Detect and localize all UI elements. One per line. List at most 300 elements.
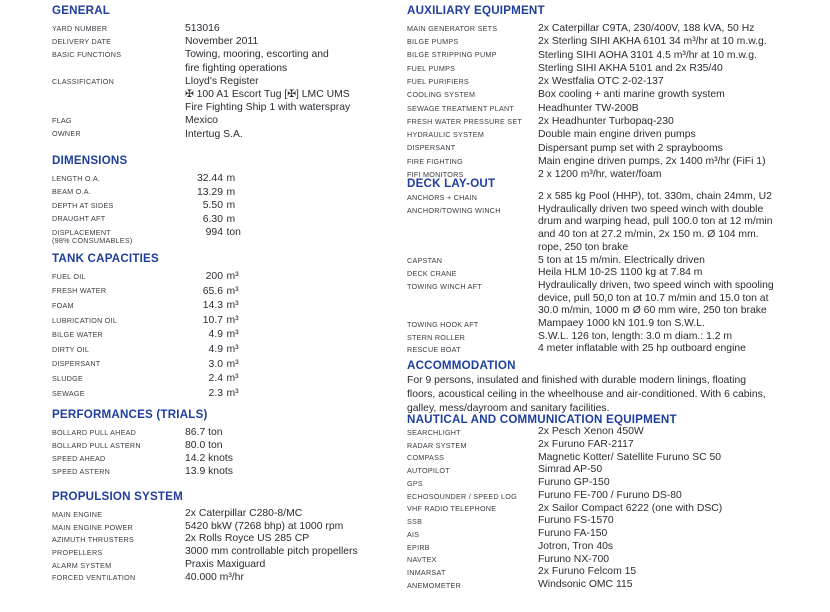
spec-value (538, 35, 767, 48)
spec-value-line: Furuno FS-1570 (538, 515, 614, 527)
spec-label-line: GPS (407, 478, 423, 488)
spec-row (407, 267, 830, 280)
spec-label (52, 521, 185, 532)
section-propulsion-system (52, 490, 404, 584)
section-general (52, 4, 404, 141)
column-left (52, 0, 404, 612)
spec-value-line: 2 x 585 kg Pool (HHP), tot. 330m, chain 24mm, U2 (538, 191, 772, 202)
spec-label-line: MAIN ENGINE POWER (52, 522, 133, 532)
spec-label-line: SPEED ASTERN (52, 466, 111, 476)
spec-label-line: OWNER (52, 129, 81, 139)
section-dimensions (52, 154, 404, 245)
spec-value-number: 994 (205, 227, 223, 238)
spec-row (407, 579, 830, 592)
spec-label-line: PROPELLERS (52, 547, 103, 557)
spec-value (538, 191, 772, 204)
spec-value (185, 439, 223, 452)
spec-value-line: Mexico (185, 115, 218, 127)
spec-value-line: Furuno GP-150 (538, 477, 610, 488)
spec-value-line: ✠ 100 A1 Escort Tug [✠] LMC UMS (185, 89, 350, 101)
spec-value (538, 464, 602, 477)
spec-value (185, 521, 343, 534)
spec-label (407, 439, 538, 450)
spec-row (52, 213, 404, 227)
spec-value-line: Sterling SIHI AKHA 5101 and 2x R35/40 (538, 62, 723, 74)
spec-row (52, 508, 404, 521)
spec-label-line: ANCHOR/TOWING WINCH (407, 205, 501, 215)
spec-label (52, 465, 185, 476)
spec-value (538, 541, 613, 554)
spec-value-line: 2x Furuno Felcom 15 (538, 566, 637, 578)
spec-label-line: SPEED AHEAD (52, 453, 106, 463)
spec-label (407, 515, 538, 526)
spec-label (407, 267, 538, 278)
spec-row (52, 128, 404, 141)
spec-label-line: DRAUGHT AFT (52, 214, 106, 224)
spec-value-line: fire fighting operations (185, 62, 288, 74)
spec-value-line: 14.2 knots (185, 453, 233, 464)
spec-value (185, 35, 258, 48)
spec-value-line: device, pull 50,0 ton at 10.7 m/min and 15.0 ton at (538, 292, 769, 304)
spec-value-line: Jotron, Tron 40s (538, 540, 614, 552)
spec-value-line: Heila HLM 10-2S 1100 kg at 7.84 m (538, 267, 703, 279)
spec-value-line: Intertug S.A. (185, 128, 243, 140)
spec-label-line: DISPERSANT (407, 143, 456, 153)
spec-row (407, 528, 830, 541)
spec-label-line: FLAG (52, 116, 72, 126)
spec-value-unit: m³ (226, 343, 239, 355)
spec-label (407, 102, 538, 113)
spec-row (407, 541, 830, 554)
spec-value (538, 477, 610, 490)
spec-label (52, 452, 185, 463)
spec-value (185, 270, 239, 285)
spec-value-unit: m (226, 186, 236, 198)
spec-value-line: 5420 bkW (7268 bhp) at 1000 rpm (185, 520, 344, 532)
section-title: ACCOMMODATION (407, 359, 516, 372)
spec-row (407, 142, 830, 155)
spec-value-line: Simrad AP-50 (538, 464, 603, 476)
spec-label (52, 426, 185, 437)
spec-label-line: HYDRAULIC SYSTEM (407, 130, 485, 140)
spec-label-line: FIRE FIGHTING (407, 156, 463, 166)
spec-row (52, 285, 404, 300)
spec-value (538, 566, 636, 579)
spec-value-line: 2x Furuno FAR-2117 (538, 438, 634, 450)
spec-label (407, 477, 538, 488)
spec-value-number: 65.6 (202, 285, 223, 297)
spec-value-unit: m³ (226, 314, 239, 326)
spec-label-line: FRESH WATER (52, 286, 107, 296)
spec-label (52, 387, 185, 398)
spec-label (407, 142, 538, 153)
spec-row (407, 515, 830, 528)
spec-value-line: Towing, mooring, escorting and (185, 49, 329, 61)
spec-value (538, 62, 723, 75)
spec-row (407, 49, 830, 62)
spec-value-line: 2x Caterpillar C280-8/MC (185, 508, 303, 519)
spec-label-line: ECHOSOUNDER / SPEED LOG (407, 491, 517, 501)
paragraph-line: floors, acoustical ceiling in the wheelhouse and air-conditioned. With 6 cabins, (407, 389, 766, 400)
section-nautical-and-communication-equipment (407, 413, 830, 592)
spec-value-number: 200 (205, 271, 223, 282)
section-deck-lay-out (407, 177, 830, 356)
spec-value (185, 426, 223, 439)
spec-label-line: DIRTY OIL (52, 344, 90, 354)
column-right (407, 0, 830, 612)
spec-value-line: 513016 (185, 23, 220, 34)
spec-value (538, 528, 607, 541)
spec-value (185, 508, 302, 521)
spec-label (407, 343, 538, 354)
spec-value-number: 3.0 (208, 358, 223, 370)
spec-row (52, 314, 404, 329)
spec-label (52, 114, 185, 125)
spec-label (52, 35, 185, 46)
spec-value-unit: m³ (226, 373, 239, 385)
spec-label (407, 579, 538, 590)
spec-row (407, 204, 830, 255)
spec-row (52, 270, 404, 285)
spec-value (538, 426, 644, 439)
spec-row (407, 35, 830, 48)
spec-row (407, 439, 830, 452)
spec-value-number: 4.9 (208, 329, 223, 341)
spec-label (52, 343, 185, 354)
spec-row (52, 114, 404, 127)
spec-label (52, 439, 185, 450)
spec-row (407, 75, 830, 88)
section-title: AUXILIARY EQUIPMENT (407, 4, 545, 17)
spec-value (538, 102, 639, 115)
spec-label-line: AZIMUTH THRUSTERS (52, 535, 134, 545)
spec-value-line: 30.0 m/min, 1000 m Ø 60 mm wire, 250 ton brake (538, 305, 767, 317)
spec-label-line: COMPASS (407, 453, 445, 463)
spec-label (407, 204, 538, 215)
spec-label (52, 314, 185, 325)
spec-label-line: MAIN GENERATOR SETS (407, 23, 498, 33)
spec-value (538, 75, 664, 88)
spec-value-line: Mampaey 1000 kN 101.9 ton S.W.L. (538, 318, 705, 330)
spec-row (407, 503, 830, 516)
spec-row (407, 22, 830, 35)
spec-label-line: TOWING HOOK AFT (407, 319, 479, 329)
spec-value (185, 343, 239, 358)
spec-value (538, 515, 614, 528)
spec-value (185, 75, 350, 115)
spec-value (185, 452, 233, 465)
spec-value (185, 172, 235, 186)
spec-label-line: NAVTEX (407, 555, 437, 565)
spec-label-line: FUEL PUMPS (407, 63, 456, 73)
spec-label (407, 554, 538, 565)
spec-label-line: FUEL OIL (52, 271, 86, 281)
spec-label-line: BOLLARD PULL AHEAD (52, 427, 137, 437)
spec-label-line: FORCED VENTILATION (52, 573, 136, 583)
spec-value-line: November 2011 (185, 36, 259, 48)
spec-value-line: 80.0 ton (185, 440, 223, 451)
spec-label-line: DISPLACEMENT (52, 227, 111, 237)
spec-row (407, 426, 830, 439)
spec-value-unit: m (226, 213, 236, 225)
spec-value-line: Main engine driven pumps, 2x 1400 m³/hr (FiFi 1) (538, 155, 766, 167)
spec-value (538, 554, 609, 567)
spec-label-line: RESCUE BOAT (407, 345, 461, 355)
spec-label-line: FUEL PURIFIERS (407, 76, 469, 86)
section-performances-trials (52, 408, 404, 478)
spec-value (538, 128, 696, 141)
spec-value-number: 32.44 (196, 173, 223, 184)
spec-value (538, 343, 746, 356)
spec-row (52, 328, 404, 343)
spec-row (52, 546, 404, 559)
spec-value-line: 2x Sailor Compact 6222 (one with DSC) (538, 502, 723, 514)
spec-value (538, 155, 766, 168)
spec-label (407, 155, 538, 166)
spec-value (538, 503, 722, 516)
spec-value-number: 5.50 (202, 200, 223, 211)
spec-value-line: Furuno FE-700 / Furuno DS-80 (538, 489, 682, 501)
spec-label (407, 255, 538, 266)
section-paragraph (407, 374, 830, 416)
spec-value (185, 387, 239, 402)
spec-value-number: 14.3 (202, 300, 223, 312)
spec-value-line: Lloyd's Register (185, 75, 259, 87)
spec-label (407, 128, 538, 139)
spec-value (185, 299, 239, 314)
spec-value-line: 5 ton at 15 m/min. Electrically driven (538, 254, 705, 266)
spec-label-line: FOAM (52, 300, 74, 310)
spec-row (52, 533, 404, 546)
spec-label-line: CLASSIFICATION (52, 76, 115, 86)
spec-value (538, 115, 674, 128)
spec-value (538, 490, 682, 503)
spec-label (52, 199, 185, 210)
paragraph-line: galley, mess/dayroom and sanitary facilities. (407, 403, 610, 414)
spec-value-unit: m³ (226, 387, 239, 399)
spec-label-line: BILGE PUMPS (407, 37, 459, 47)
spec-value-number: 4.9 (208, 343, 223, 355)
spec-row (52, 559, 404, 572)
spec-label-line: FRESH WATER PRESSURE SET (407, 116, 523, 126)
spec-label-line: BOLLARD PULL ASTERN (52, 440, 141, 450)
section-tank-capacities (52, 252, 404, 401)
spec-label (52, 75, 185, 86)
spec-label (52, 48, 185, 59)
section-title: NAUTICAL AND COMMUNICATION EQUIPMENT (407, 413, 677, 426)
spec-label (52, 186, 185, 197)
spec-label (407, 49, 538, 60)
spec-row (407, 566, 830, 579)
spec-value-line: S.W.L. 126 ton, length: 3.0 m diam.: 1.2 m (538, 330, 733, 342)
spec-row (407, 477, 830, 490)
spec-value-unit: m³ (226, 285, 239, 297)
section-title: GENERAL (52, 4, 111, 17)
spec-row (52, 343, 404, 358)
spec-value-number: 6.30 (202, 213, 223, 225)
spec-row (52, 452, 404, 465)
spec-label-line: SEWAGE TREATMENT PLANT (407, 103, 515, 113)
spec-value (185, 186, 235, 200)
spec-row (52, 226, 404, 245)
spec-value (538, 49, 757, 62)
spec-value-unit: m (226, 173, 236, 184)
spec-value-line: 2x Rolls Royce US 285 CP (185, 533, 310, 545)
spec-row (407, 331, 830, 344)
spec-row (52, 521, 404, 534)
section-title: DIMENSIONS (52, 154, 128, 167)
spec-value-line: Windsonic OMC 115 (538, 579, 633, 590)
spec-value (538, 439, 634, 452)
spec-label (52, 213, 185, 224)
spec-label (52, 572, 185, 583)
spec-value (185, 285, 239, 300)
spec-label (52, 299, 185, 310)
spec-value (538, 88, 725, 101)
spec-value (185, 128, 243, 141)
spec-value (538, 579, 633, 592)
spec-row (52, 387, 404, 402)
spec-label-line: MAIN ENGINE (52, 509, 103, 519)
spec-value (185, 199, 235, 213)
spec-label-line: CAPSTAN (407, 256, 443, 266)
spec-label (407, 331, 538, 342)
spec-value-unit: m³ (226, 271, 239, 282)
spec-row (407, 88, 830, 101)
section-accommodation (407, 359, 830, 416)
spec-label (52, 372, 185, 383)
spec-label (52, 285, 185, 296)
spec-row (407, 128, 830, 141)
spec-value-line: Hydraulically driven, two speed winch with spooling (538, 279, 774, 291)
spec-row (52, 199, 404, 213)
spec-value (185, 314, 239, 329)
spec-value-line: Hydraulically driven two speed winch with double (538, 203, 764, 215)
spec-value-line: Headhunter TW-200B (538, 102, 639, 114)
spec-label-line: BILGE STRIPPING PUMP (407, 50, 497, 60)
spec-value-unit: m³ (226, 300, 239, 312)
spec-label-line: RADAR SYSTEM (407, 440, 467, 450)
spec-row (407, 191, 830, 204)
spec-value (538, 22, 754, 35)
spec-value-number: 2.3 (208, 387, 223, 399)
spec-label (52, 328, 185, 339)
spec-label (407, 541, 538, 552)
section-title: DECK LAY-OUT (407, 177, 496, 190)
spec-row (407, 554, 830, 567)
spec-value-line: Praxis Maxiguard (185, 558, 266, 570)
spec-label-line: DISPERSANT (52, 359, 101, 369)
spec-label-line: ANCHORS + CHAIN (407, 192, 478, 202)
spec-row (52, 186, 404, 200)
spec-label-line: LUBRICATION OIL (52, 315, 118, 325)
spec-value-line: Magnetic Kotter/ Satellite Furuno SC 50 (538, 451, 722, 463)
spec-label-line: BEAM O.A. (52, 187, 91, 197)
spec-label-line: AUTOPILOT (407, 466, 450, 476)
spec-value (185, 114, 218, 127)
spec-value-line: 3000 mm controllable pitch propellers (185, 546, 358, 558)
spec-label (52, 270, 185, 281)
paragraph-line: For 9 persons, insulated and finished with durable modern linings, floating (407, 375, 747, 386)
spec-label-line: BASIC FUNCTIONS (52, 50, 122, 60)
spec-value (185, 372, 239, 387)
spec-value (538, 267, 702, 280)
spec-row (407, 343, 830, 356)
section-title: PERFORMANCES (TRIALS) (52, 408, 208, 421)
spec-label-line: FIFI MONITORS (407, 170, 464, 180)
spec-value-number: 2.4 (208, 373, 223, 385)
spec-label-line: (98% CONSUMABLES) (52, 235, 133, 245)
spec-value-number: 10.7 (202, 314, 223, 326)
spec-value (185, 533, 309, 546)
section-title: TANK CAPACITIES (52, 252, 159, 265)
spec-label-line: ANEMOMETER (407, 580, 462, 590)
spec-row (52, 48, 404, 74)
spec-value-line: Dispersant pump set with 2 spraybooms (538, 142, 723, 154)
spec-label-line: SEARCHLIGHT (407, 427, 461, 437)
spec-row (52, 572, 404, 585)
spec-value (538, 318, 705, 331)
spec-label (407, 426, 538, 437)
spec-value (185, 22, 220, 35)
spec-label (407, 318, 538, 329)
spec-label-line: BILGE WATER (52, 330, 104, 340)
spec-row (407, 280, 830, 318)
spec-row (407, 490, 830, 503)
spec-row (52, 358, 404, 373)
spec-value-unit: m³ (226, 358, 239, 370)
spec-value (185, 358, 239, 373)
spec-label-line: SEWAGE (52, 388, 85, 398)
spec-label (52, 172, 185, 183)
spec-value (538, 142, 723, 155)
spec-label (52, 128, 185, 139)
spec-label-line: TOWING WINCH AFT (407, 281, 482, 291)
spec-label (407, 503, 538, 514)
spec-value (185, 465, 233, 478)
spec-value-line: 86.7 ton (185, 427, 223, 438)
spec-label-line: INMARSAT (407, 568, 446, 578)
spec-value-line: rope, 250 ton brake (538, 241, 629, 253)
spec-value-line: 2x Caterpillar C9TA, 230/400V, 188 kVA, 50 Hz (538, 23, 755, 34)
spec-label (52, 533, 185, 544)
spec-row (407, 318, 830, 331)
spec-row (52, 299, 404, 314)
spec-value-line: 2x Headhunter Turbopaq-230 (538, 116, 674, 128)
spec-label-line: AIS (407, 529, 420, 539)
spec-label-line: SLUDGE (52, 373, 84, 383)
spec-value-line: 2x Westfalia OTC 2-02-137 (538, 76, 664, 88)
spec-label (52, 358, 185, 369)
spec-value-line: Fire Fighting Ship 1 with waterspray (185, 102, 351, 114)
spec-label-line: EPIRB (407, 542, 430, 552)
spec-row (407, 115, 830, 128)
spec-label-line: DELIVERY DATE (52, 37, 112, 46)
spec-label-line: DEPTH AT SIDES (52, 200, 114, 210)
spec-value-line: and 40 ton at 27.2 m/min, 2x 150 m. Ø 104 mm. (538, 229, 759, 241)
section-title: PROPULSION SYSTEM (52, 490, 183, 503)
spec-label-line: COOLING SYSTEM (407, 90, 476, 100)
spec-row (407, 155, 830, 168)
spec-label (52, 226, 185, 245)
spec-value-line: Box cooling + anti marine growth system (538, 89, 725, 101)
spec-value (185, 559, 265, 572)
spec-value-line: 2x Sterling SIHI AKHA 6101 34 m³/hr at 10 m.w.g. (538, 36, 767, 48)
spec-label-line: DECK CRANE (407, 269, 457, 279)
spec-value-unit: m³ (226, 329, 239, 341)
spec-label (407, 566, 538, 577)
spec-value-line: Furuno FA-150 (538, 528, 608, 539)
